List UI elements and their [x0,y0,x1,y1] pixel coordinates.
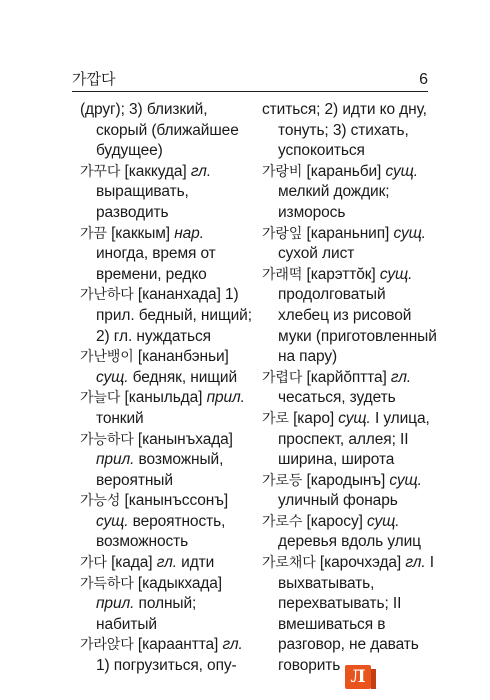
right-column [262,100,440,677]
headword-korean: 가렵다 [262,369,303,386]
definition: выращивать, разводить [96,183,189,221]
headword-korean: 가로 [262,410,289,427]
transcription: [каккым] [111,224,170,242]
transcription: [каросу] [306,512,363,530]
part-of-speech: сущ. [385,162,418,180]
dictionary-entry [262,224,440,265]
transcription: [каро] [293,409,335,427]
definition: чесаться, зудеть [278,389,396,407]
headword-korean: 가능성 [80,493,121,510]
dictionary-entry [80,347,258,388]
definition: идти [181,554,215,572]
dictionary-entry [262,162,440,224]
publisher-logo [345,665,371,689]
transcription: [каныльда] [124,389,203,407]
part-of-speech: гл. [190,162,212,180]
dictionary-entry [262,512,440,553]
definition: ститься; 2) идти ко дну, тонуть; 3) стихать, успокоиться [262,101,427,160]
definition: вероятность, возможность [96,512,226,551]
dictionary-entry [262,409,440,471]
dictionary-entry [262,368,440,409]
definition: тонкий [96,409,144,427]
dictionary-entry [80,574,258,636]
definition: деревья вдоль улиц [278,533,421,551]
headword-korean: 가꾸다 [80,163,121,180]
headword-korean: 가래떡 [262,266,303,283]
running-head [72,71,428,89]
part-of-speech: гл. [222,636,243,654]
part-of-speech: гл. [405,554,426,572]
transcription: [караньби] [306,162,382,180]
dictionary-entry [262,471,440,512]
transcription: [карэттŏк] [306,265,376,283]
dictionary-entry [80,162,258,224]
headword-korean: 가난뱅이 [80,349,134,366]
transcription: [канынъхада] [137,430,233,448]
transcription: [караньнип] [306,224,390,242]
definition: возможный, вероятный [96,451,224,489]
dictionary-entry [262,553,440,677]
headword-korean: 가늘다 [80,390,121,407]
definition: I улица, проспект, аллея; II ширина, широта [278,409,430,469]
dictionary-entry [80,430,258,492]
page-number: 6 [419,71,428,88]
headword-korean: 가다 [80,555,107,572]
definition: (друг); 3) близкий, скорый (ближайшее будущее) [80,101,239,160]
part-of-speech: прил. [96,451,135,469]
dictionary-entry [80,100,258,162]
part-of-speech: сущ. [96,512,129,530]
headword-korean: 가로등 [262,472,303,489]
part-of-speech: прил. [206,389,245,407]
header-rule [72,91,428,92]
part-of-speech: сущ. [379,265,413,283]
left-column [80,100,258,677]
part-of-speech: сущ. [338,409,371,427]
header-word: 가깝다 [72,71,116,88]
transcription: [када] [111,554,153,572]
transcription: [кадыкхада] [137,574,223,592]
dictionary-entry [262,100,440,162]
headword-korean: 가능하다 [80,431,134,448]
part-of-speech: сущ. [96,368,129,386]
transcription: [караантта] [137,636,219,654]
headword-korean: 가라앉다 [80,637,134,654]
definition: сухой лист [278,245,355,263]
transcription: [канынъссонъ] [124,492,229,510]
dictionary-entry [80,635,258,676]
definition: 1) прил. бедный, нищий; 2) гл. нуждаться [96,286,252,345]
definition: 1) погрузиться, опу- [96,657,237,675]
headword-korean: 가득하다 [80,575,134,592]
part-of-speech: сущ. [389,471,422,489]
transcription: [каккуда] [124,162,187,180]
headword-korean: 가로채다 [262,555,316,572]
dictionary-entry [80,285,258,347]
headword-korean: 가끔 [80,225,107,242]
transcription: [кананхада] [137,286,221,304]
definition: I выхватывать, перехватывать; II вмешиваться в разговор, не давать говорить [278,554,435,675]
transcription: [кананбэньи] [137,348,229,366]
definition: бедняк, нищий [132,368,238,386]
part-of-speech: сущ. [367,512,400,530]
headword-korean: 가랑비 [262,163,303,180]
part-of-speech: сущ. [393,224,426,242]
headword-korean: 가로수 [262,513,303,530]
transcription: [карочхэда] [319,554,402,572]
headword-korean: 가난하다 [80,287,134,304]
definition: полный; набитый [96,595,197,633]
definition: продолговатый хлебец из рисовой муки (приготовленный на пару) [278,286,437,366]
dictionary-entry [80,491,258,553]
part-of-speech: прил. [96,595,135,613]
dictionary-entry [80,224,258,286]
dictionary-entry [262,265,440,368]
publisher-logo-letter: Л [350,667,366,687]
dictionary-entry [80,553,258,574]
dictionary-entry [80,388,258,429]
definition: иногда, время от времени, редко [96,245,216,283]
transcription: [карйŏптта] [306,368,387,386]
headword-korean: 가랑잎 [262,225,303,242]
definition: уличный фонарь [278,492,398,510]
transcription: [кародынъ] [306,471,386,489]
part-of-speech: гл. [156,554,177,572]
definition: мелкий дождик; изморось [278,183,390,221]
part-of-speech: нар. [174,224,204,242]
part-of-speech: гл. [390,368,412,386]
